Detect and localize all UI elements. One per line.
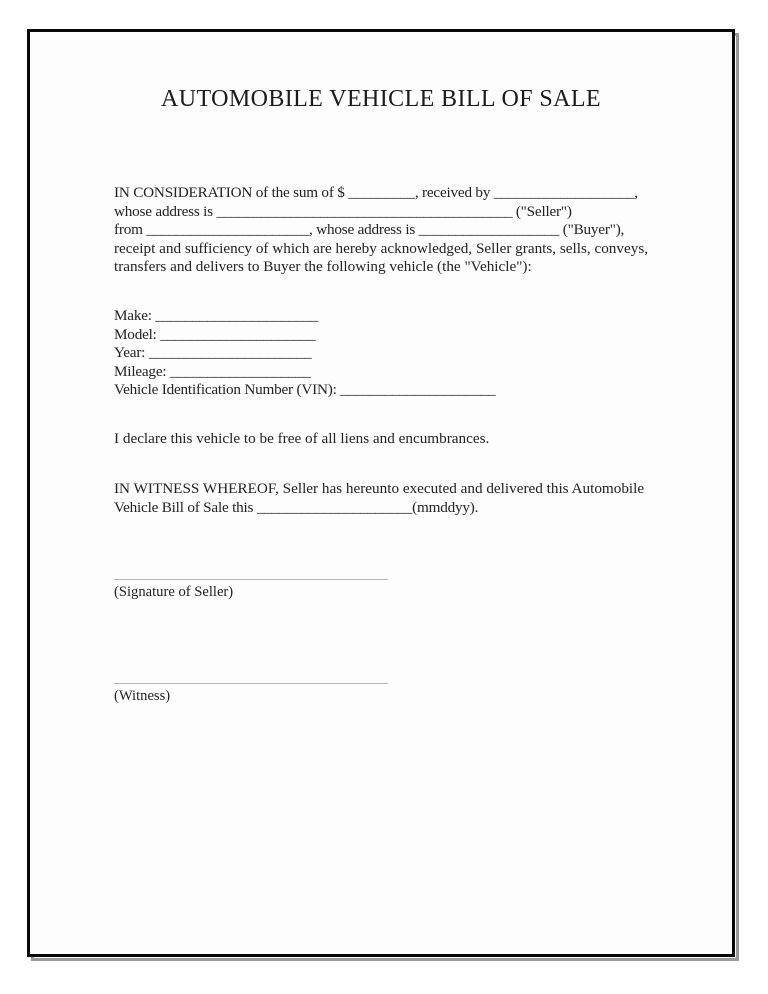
page-frame-border [27,29,735,957]
vehicle-details-fields [114,307,650,400]
witness-clause-line-2: Vehicle Bill of Sale this _____________________(mmddyy). [114,498,479,516]
consideration-line-3: from ______________________, whose address is ___________________ ("Buyer"), [114,221,625,239]
witness-clause-line-1: IN WITNESS WHEREOF, Seller has hereunto executed and delivered this Automobile [114,480,645,497]
consideration-paragraph [114,184,650,277]
consideration-line-1: IN CONSIDERATION of the sum of $ _________, received by ___________________, [114,184,638,201]
liens-declaration-text: I declare this vehicle to be free of all liens and encumbrances. [114,430,490,447]
seller-signature-caption: (Signature of Seller) [114,584,234,600]
witness-signature-block [114,683,414,705]
vehicle-field-mileage: Mileage: ___________________ [114,362,311,380]
vehicle-field-vin: Vehicle Identification Number (VIN): _____________________ [114,381,496,399]
liens-declaration [114,430,650,449]
vehicle-field-year: Year: ______________________ [114,344,312,362]
consideration-line-2: whose address is ________________________________________ ("Seller") [114,202,572,220]
page-title: AUTOMOBILE VEHICLE BILL OF SALE [161,86,601,112]
witness-signature-line[interactable] [114,683,388,684]
document-sheet [30,32,732,954]
seller-signature-line[interactable] [114,579,388,580]
witness-signature-caption: (Witness) [114,688,171,704]
seller-signature-block [114,579,414,601]
consideration-line-4: receipt and sufficiency of which are hereby acknowledged, Seller grants, sells, conveys, [114,239,649,257]
witness-clause [114,480,650,517]
vehicle-field-model: Model: _____________________ [114,325,316,343]
consideration-line-5: transfers and delivers to Buyer the following vehicle (the "Vehicle"): [114,258,532,276]
vehicle-field-make: Make: ______________________ [114,307,319,324]
